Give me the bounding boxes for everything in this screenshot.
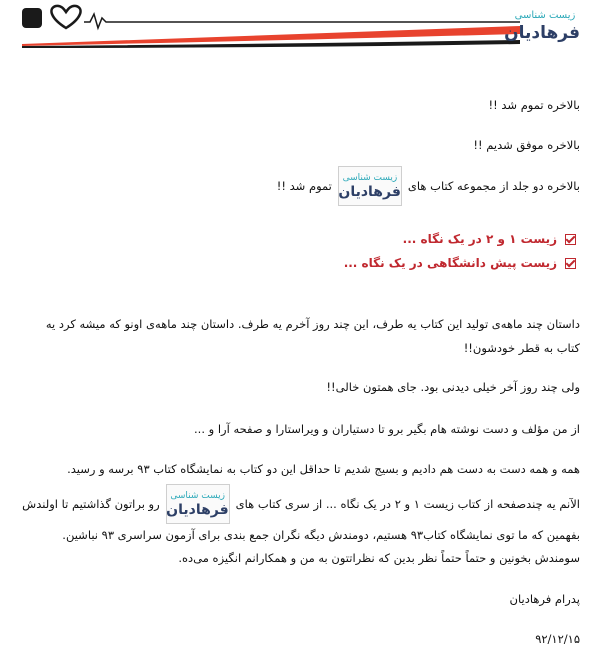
paragraph-sample-rest: بفهمین که ما توی نمایشگاه کتاب۹۳ هستیم، دومندش دیگه نگران جمع بندی برای آزمون سراسری ۹۳ نباشین. سومندش بخونین و حتماً حتماً نظر بدین که نظراتتون به من و همکارانم انگیزه می‌ده. — [62, 528, 580, 565]
line-books-after: تموم شد !! — [276, 179, 332, 193]
sample-before: الآنم یه چندصفحه از کتاب زیست ۱ و ۲ در یک نگاه ... از سری کتاب های — [235, 497, 580, 511]
paragraph-story: داستان چند ماهه‌ی تولید این کتاب یه طرف، این چند روز آخرم یه طرف. داستان چند ماهه‌ی اونو که میشه کرد یه کتاب به قطر خودشون!! — [45, 317, 580, 355]
book-item-1 — [20, 232, 576, 246]
logo-line2: فرهادیان — [504, 23, 580, 43]
line-books-before: بالاخره دو جلد از مجموعه کتاب های — [407, 179, 580, 193]
paragraph-team: از من مؤلف و دست نوشته هام بگیر برو تا دستیاران و ویراستارا و صفحه آرا و ... — [194, 422, 580, 436]
site-logo — [504, 10, 580, 56]
badge2-line2: فرهادیان — [166, 502, 229, 518]
page-header — [0, 0, 600, 70]
brand-badge-2 — [166, 484, 230, 524]
paragraph-sample-head — [20, 484, 580, 524]
paragraph-exhibition: همه و همه دست به دست هم دادیم و بسیج شدیم تا حداقل این دو کتاب به نمایشگاه کتاب ۹۳ برسه و رسید. — [67, 462, 580, 476]
badge-line2: فرهادیان — [338, 184, 401, 200]
sample-after: رو براتون گذاشتیم تا اولندش — [22, 497, 160, 511]
book-item-2-label: زیست پیش دانشگاهی در یک نگاه ... — [343, 256, 557, 270]
book-item-2 — [20, 256, 576, 270]
logo-line1: زیست شناسی — [514, 10, 576, 21]
heart-icon — [51, 6, 80, 28]
book-list — [20, 232, 576, 270]
badge2-line1: زیست شناسی — [170, 491, 225, 501]
checkbox-icon — [565, 258, 576, 269]
paragraph-last-days: ولی چند روز آخر خیلی دیدنی بود. جای همتون خالی!! — [326, 380, 580, 394]
badge-line1: زیست شناسی — [342, 173, 398, 183]
brand-badge — [338, 166, 402, 206]
book-item-1-label: زیست ۱ و ۲ در یک نگاه ... — [402, 232, 557, 246]
line-finished: بالاخره تموم شد !! — [488, 98, 580, 112]
date: ۹۲/۱۲/۱۵ — [535, 632, 580, 646]
square-icon — [22, 8, 42, 28]
checkbox-icon — [565, 234, 576, 245]
heartbeat-line — [84, 14, 520, 28]
line-books — [20, 164, 580, 208]
signature: پدرام فرهادیان — [509, 592, 580, 606]
line-succeeded: بالاخره موفق شدیم !! — [473, 138, 580, 152]
